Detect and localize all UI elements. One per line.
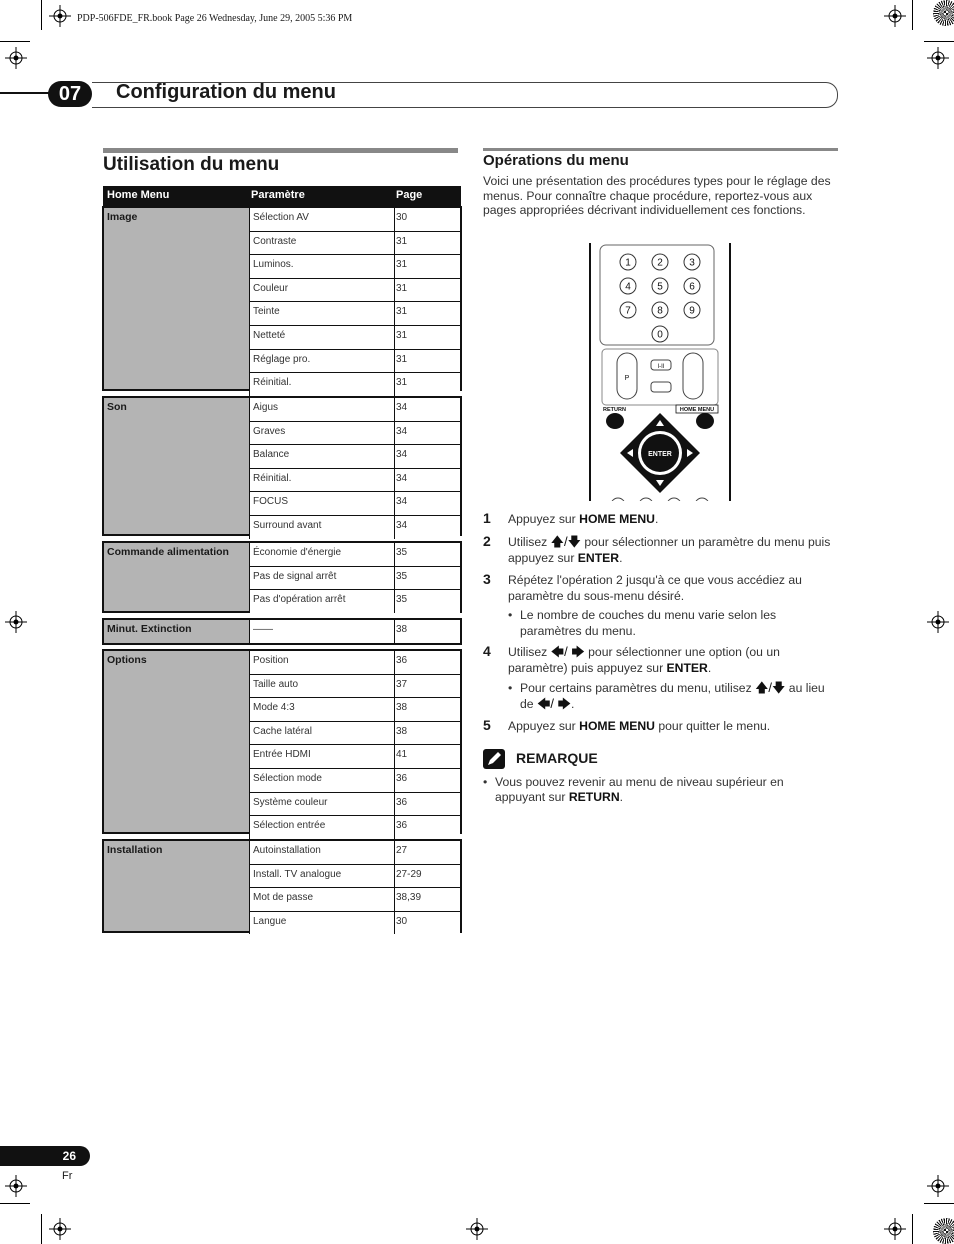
digit-label: 3 (689, 257, 695, 269)
home-menu-label: HOME MENU (679, 407, 715, 413)
page-cell: 35 (396, 594, 408, 606)
chapter-title: Configuration du menu (116, 81, 336, 103)
step-number: 1 (483, 510, 491, 526)
page-cell: 27-29 (396, 868, 422, 880)
cell-divider (394, 208, 395, 231)
cell-divider (394, 326, 395, 349)
section-rule (483, 148, 838, 151)
parameter-cell: —— (253, 624, 273, 635)
cell-divider (394, 590, 395, 613)
page-cell: 34 (396, 402, 408, 413)
page-cell: 35 (396, 570, 408, 582)
cell-divider (394, 722, 395, 745)
registration-target-icon (466, 1218, 488, 1240)
table-row (249, 722, 460, 746)
page-cell: 41 (396, 749, 408, 761)
page-cell: 31 (396, 235, 408, 247)
digit-label: 2 (657, 257, 663, 269)
parameter-cell: Sélection entrée (253, 820, 326, 832)
language-code: Fr (62, 1170, 73, 1182)
page-cell: 30 (396, 212, 408, 223)
cell-divider (394, 422, 395, 445)
page-cell: 31 (396, 282, 408, 294)
page-cell: 36 (396, 655, 408, 666)
registration-target-icon (49, 5, 71, 27)
table-row (249, 445, 460, 469)
cell-divider (394, 698, 395, 721)
digit-label: 6 (689, 281, 695, 293)
parameter-cell: Contraste (253, 235, 297, 247)
table-row (249, 816, 460, 839)
cell-divider (394, 651, 395, 674)
cell-divider (394, 769, 395, 792)
parameter-cell: Mode 4:3 (253, 702, 295, 714)
table-row (249, 326, 460, 350)
parameter-cell: Position (253, 655, 289, 666)
parameter-cell: Réinitial. (253, 377, 292, 389)
registration-target-icon (927, 1175, 949, 1197)
cell-divider (394, 543, 395, 566)
registration-target-icon (5, 47, 27, 69)
table-row (249, 620, 460, 643)
parameter-cell: Sélection mode (253, 772, 322, 784)
parameter-cell: Pas d'opération arrêt (253, 594, 346, 606)
cell-divider (394, 398, 395, 421)
i-ii-button-label: I-II (657, 364, 665, 370)
cell-divider (394, 841, 395, 864)
table-row (249, 651, 460, 675)
registration-target-icon (5, 611, 27, 633)
parameter-cell: Entrée HDMI (253, 749, 311, 761)
return-label: RETURN (603, 407, 626, 413)
digit-label: 4 (625, 281, 631, 293)
menu-group-label: Options (107, 654, 147, 666)
registration-target-icon (927, 611, 949, 633)
menu-group (102, 206, 462, 391)
step-number: 5 (483, 717, 491, 733)
registration-target-icon (884, 1218, 906, 1240)
menu-group-label: Commande alimentation (107, 546, 229, 558)
cell-divider (394, 888, 395, 911)
table-row (249, 279, 460, 303)
table-row (249, 350, 460, 374)
page-cell: 38 (396, 702, 408, 714)
step-3-bullet: • Le nombre de couches du menu varie selon les paramètres du menu. (508, 608, 777, 638)
step-number: 3 (483, 571, 491, 587)
parameter-cell: Pas de signal arrêt (253, 570, 337, 582)
menu-group (102, 541, 462, 613)
registration-target-icon (5, 1175, 27, 1197)
remark-text: • Vous pouvez revenir au menu de niveau supérieur en appuyant sur RETURN. (483, 775, 784, 804)
table-row (249, 912, 460, 935)
cell-divider (394, 492, 395, 515)
parameter-cell: Graves (253, 425, 286, 437)
menu-group (102, 618, 462, 645)
step-4-bullet: • Pour certains paramètres du menu, utilisez 🡅/🡇 au lieu de 🡄/ 🡆. (508, 680, 825, 711)
page-cell: 34 (396, 496, 408, 508)
menu-group-label: Installation (107, 844, 163, 856)
page-number: 26 (62, 1149, 76, 1163)
page-cell: 31 (396, 377, 408, 389)
parameter-cell: Aigus (253, 402, 279, 413)
cell-divider (394, 745, 395, 768)
menu-group (102, 396, 462, 536)
page-cell: 38,39 (396, 892, 422, 904)
chapter-number: 07 (48, 81, 92, 107)
menu-group-label: Image (107, 211, 138, 223)
col-header-parameter: Paramètre (251, 189, 305, 201)
parameter-cell: Taille auto (253, 678, 299, 690)
cell-divider (394, 793, 395, 816)
up-down-arrow-icon: 🡅/🡇 (755, 680, 786, 695)
table-row (249, 567, 460, 591)
crop-mark (41, 1214, 42, 1244)
color-registration-icon (933, 1218, 954, 1244)
remark-title: REMARQUE (516, 750, 598, 766)
cell-divider (394, 675, 395, 698)
left-right-arrow-icon: 🡄/ 🡆 (536, 696, 572, 711)
page-cell: 34 (396, 472, 408, 484)
page-cell: 31 (396, 353, 408, 365)
menu-group-label: Son (107, 401, 127, 413)
enter-label: ENTER (648, 451, 672, 458)
parameter-cell: Luminos. (253, 259, 294, 271)
cell-divider (394, 232, 395, 255)
page-cell: 38 (396, 624, 408, 635)
registration-target-icon (927, 47, 949, 69)
parameter-cell: Surround avant (253, 519, 322, 531)
table-row (249, 422, 460, 446)
table-row (249, 793, 460, 817)
crop-mark (912, 0, 913, 30)
cell-divider (394, 279, 395, 302)
table-row (249, 373, 460, 396)
table-row (249, 302, 460, 326)
page-cell: 36 (396, 796, 408, 808)
table-row (249, 590, 460, 613)
cell-divider (394, 912, 395, 935)
crop-mark (924, 41, 954, 42)
page-cell: 35 (396, 547, 408, 558)
cell-divider (394, 567, 395, 590)
crop-mark (924, 1203, 954, 1204)
parameter-cell: Sélection AV (253, 212, 309, 223)
crop-mark (41, 0, 42, 30)
cell-divider (394, 445, 395, 468)
section-title-menu-usage: Utilisation du menu (103, 154, 280, 175)
table-row (249, 255, 460, 279)
page-cell: 38 (396, 725, 408, 737)
intro-paragraph: Voici une présentation des procédures types pour le réglage des menus. Pour connaître chaque procédure, reportez-vous aux pages appropriées décrivant individuellement ces fonctions. (483, 174, 831, 217)
step-1-text: Appuyez sur HOME MENU. (508, 512, 659, 526)
parameter-cell: Langue (253, 915, 287, 927)
color-registration-icon (933, 0, 954, 26)
parameter-cell: Couleur (253, 282, 289, 294)
page-cell: 36 (396, 772, 408, 784)
menu-group (102, 649, 462, 834)
table-row (249, 698, 460, 722)
table-header (103, 186, 461, 206)
table-row (249, 841, 460, 865)
digit-label: 9 (689, 305, 695, 317)
digit-label: 1 (625, 257, 631, 269)
p-button-label: P (624, 375, 630, 382)
cell-divider (394, 469, 395, 492)
parameter-cell: Mot de passe (253, 892, 314, 904)
section-title-menu-operations: Opérations du menu (483, 152, 629, 169)
cell-divider (394, 816, 395, 839)
table-row (249, 745, 460, 769)
pencil-note-icon (483, 749, 505, 769)
table-row (249, 516, 460, 539)
digit-label: 5 (657, 281, 663, 293)
page-cell: 31 (396, 306, 408, 318)
book-file-info: PDP-506FDE_FR.book Page 26 Wednesday, June 29, 2005 5:36 PM (77, 13, 353, 24)
table-row (249, 675, 460, 699)
remote-control-illustration (588, 243, 732, 501)
parameter-cell: Réinitial. (253, 472, 292, 484)
parameter-cell: Économie d'énergie (253, 547, 342, 558)
col-header-page: Page (396, 189, 423, 201)
parameter-cell: Cache latéral (253, 725, 312, 737)
crop-mark (912, 1214, 913, 1244)
page-cell: 27 (396, 845, 408, 856)
step-5-text: Appuyez sur HOME MENU pour quitter le menu. (508, 719, 771, 733)
page-cell: 31 (396, 329, 408, 341)
page-cell: 36 (396, 820, 408, 832)
page-cell: 37 (396, 678, 408, 690)
parameter-cell: FOCUS (253, 496, 288, 508)
cell-divider (394, 620, 395, 643)
parameter-cell: Teinte (253, 306, 280, 318)
cell-divider (394, 350, 395, 373)
parameter-cell: Netteté (253, 329, 286, 341)
cell-divider (394, 302, 395, 325)
page-cell: 34 (396, 425, 408, 437)
table-row (249, 865, 460, 889)
page-cell: 34 (396, 519, 408, 531)
step-2-text: Utilisez 🡅/🡇 pour sélectionner un paramètre du menu puis appuyez sur ENTER. (508, 534, 831, 565)
table-row (249, 543, 460, 567)
digit-label: 8 (657, 305, 663, 317)
table-row (249, 398, 460, 422)
table-row (249, 208, 460, 232)
menu-group (102, 839, 462, 933)
parameter-cell: Système couleur (253, 796, 328, 808)
menu-group-label: Minut. Extinction (107, 623, 192, 635)
table-row (249, 232, 460, 256)
cell-divider (394, 373, 395, 396)
registration-target-icon (884, 5, 906, 27)
parameter-cell: Autoinstallation (253, 845, 321, 856)
page-cell: 34 (396, 449, 408, 461)
crop-mark (0, 41, 30, 42)
table-row (249, 888, 460, 912)
digit-label: 7 (625, 305, 631, 317)
table-row (249, 492, 460, 516)
cell-divider (394, 865, 395, 888)
page-number-badge (0, 1146, 90, 1166)
parameter-cell: Réglage pro. (253, 353, 311, 365)
left-right-arrow-icon: 🡄/ 🡆 (550, 644, 585, 659)
digit-label: 0 (657, 329, 663, 341)
col-header-home-menu: Home Menu (107, 189, 170, 201)
registration-target-icon (49, 1218, 71, 1240)
step-number: 4 (483, 643, 491, 659)
table-row (249, 769, 460, 793)
step-4-text: Utilisez 🡄/ 🡆 pour sélectionner une option (ou un paramètre) puis appuyez sur ENTER. (508, 644, 780, 675)
parameter-cell: Install. TV analogue (253, 868, 342, 880)
page-cell: 31 (396, 259, 408, 271)
parameter-cell: Balance (253, 449, 290, 461)
step-3-text: Répétez l'opération 2 jusqu'à ce que vous accédiez au paramètre du sous-menu désiré. (508, 573, 802, 603)
crop-mark (0, 1203, 30, 1204)
step-number: 2 (483, 533, 491, 549)
page-cell: 30 (396, 915, 408, 927)
section-rule (103, 148, 458, 153)
cell-divider (394, 516, 395, 539)
cell-divider (394, 255, 395, 278)
table-row (249, 469, 460, 493)
up-down-arrow-icon: 🡅/🡇 (550, 534, 582, 549)
